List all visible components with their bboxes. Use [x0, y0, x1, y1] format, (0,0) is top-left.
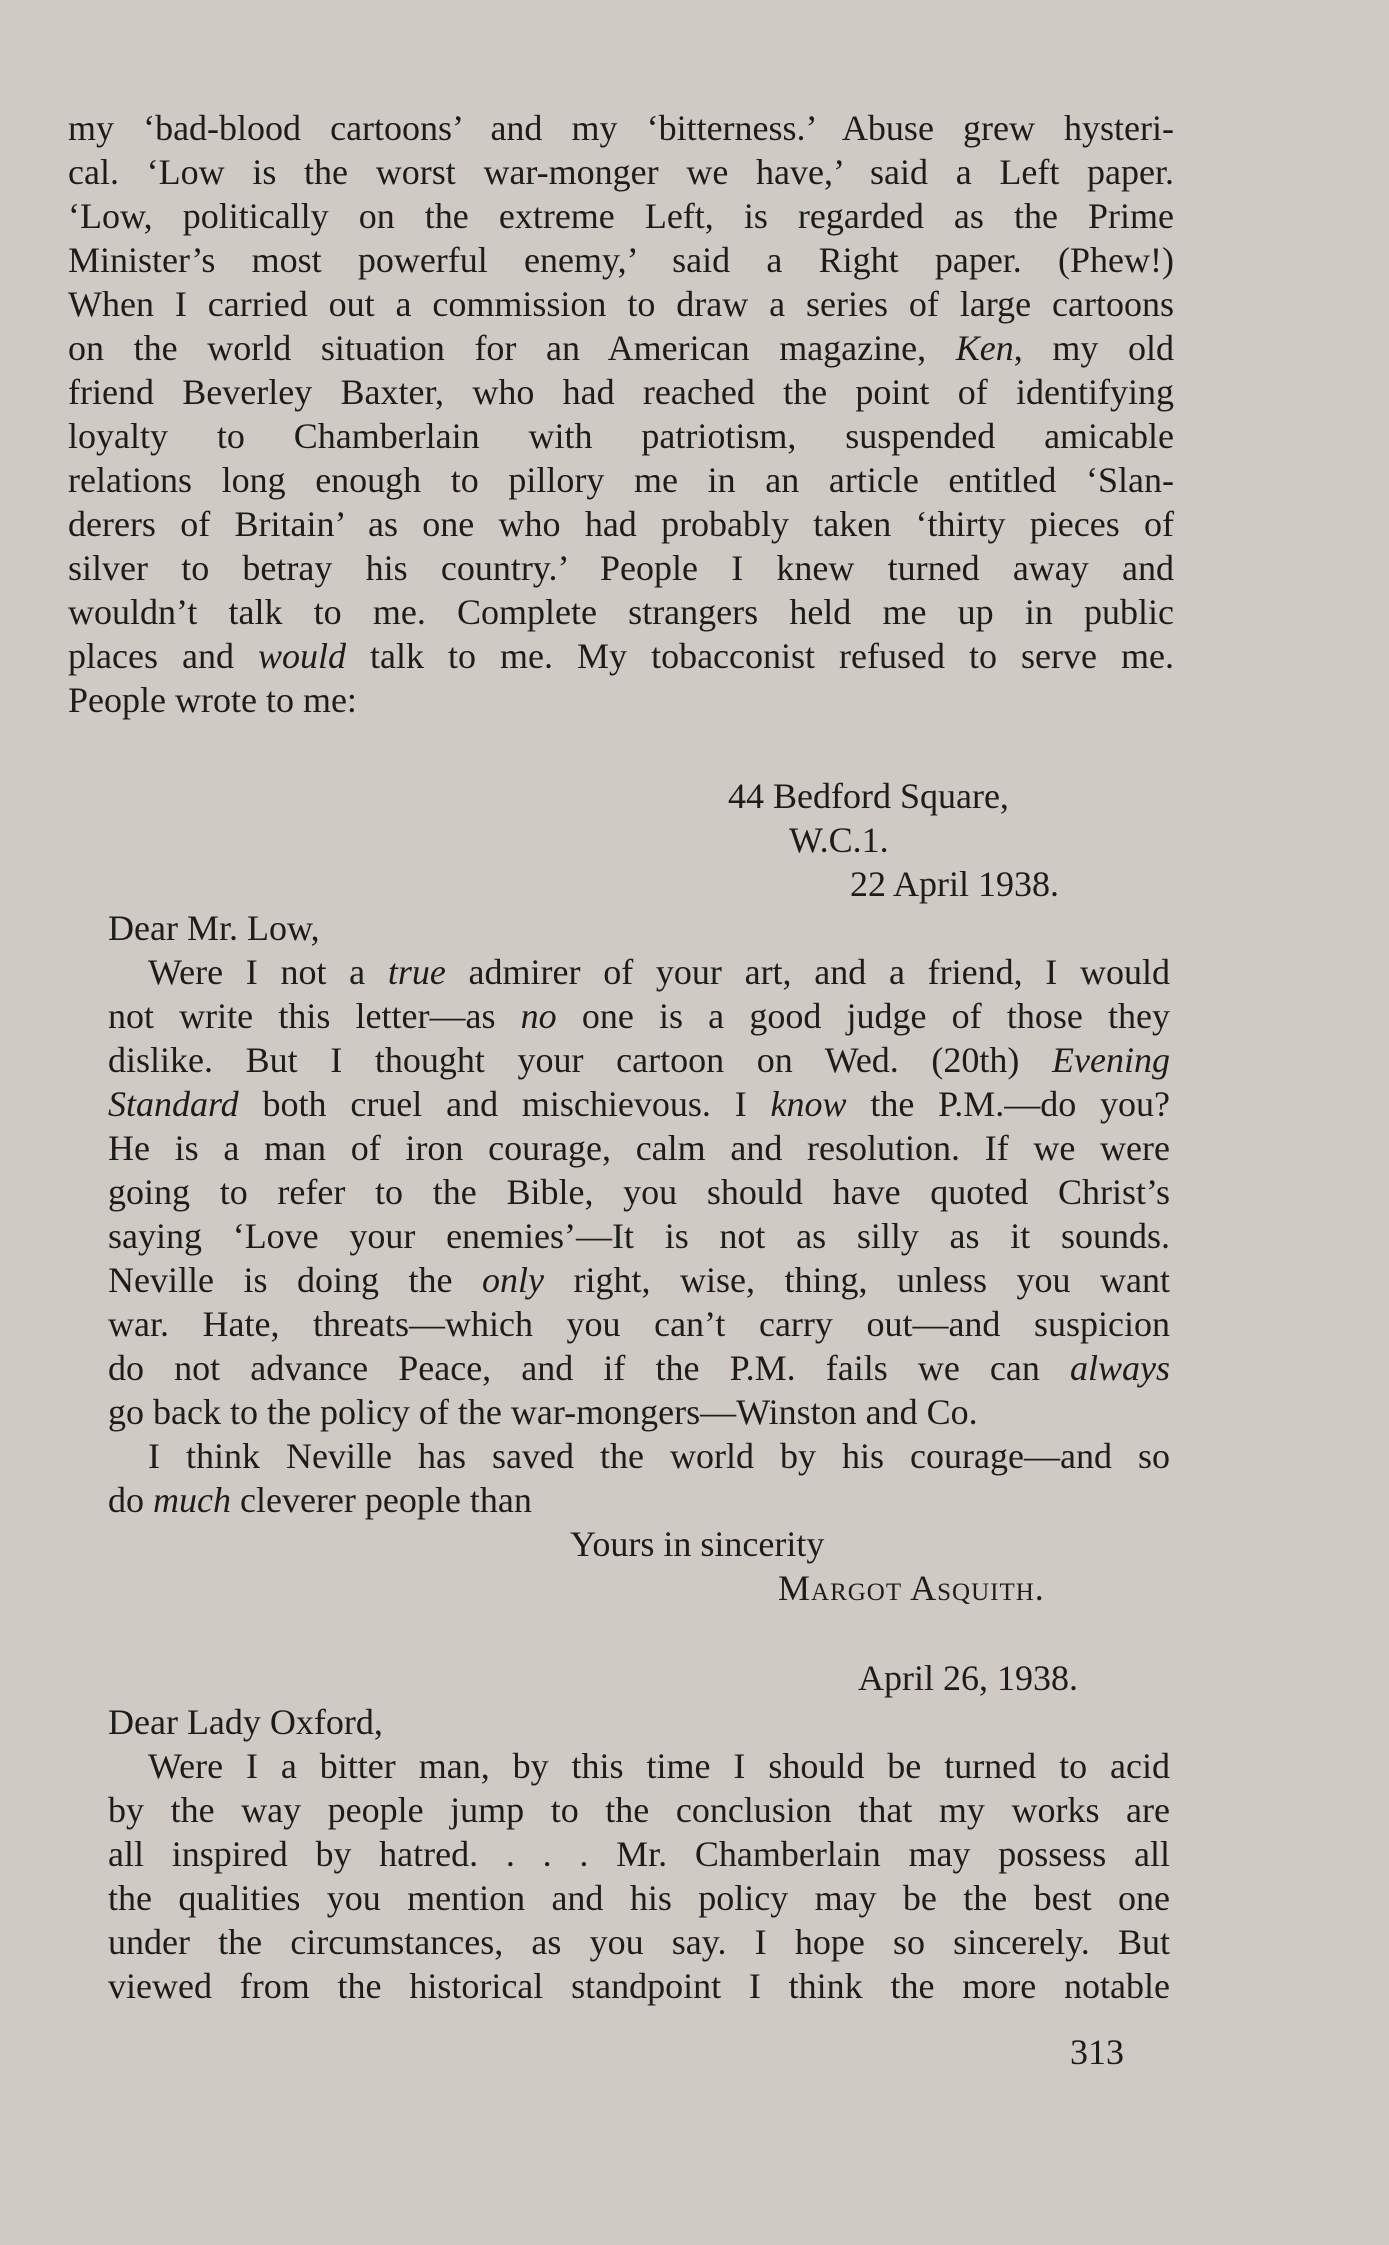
narrative-line: places and would talk to me. My tobacconist refused to serve me. — [68, 636, 1174, 676]
narrative-line: relations long enough to pillory me in an article entitled ‘Slan- — [68, 460, 1174, 500]
letter1-line: going to refer to the Bible, you should have quoted Christ’s — [108, 1172, 1170, 1212]
letter1-line: war. Hate, threats—which you can’t carry out—and suspicion — [108, 1304, 1170, 1344]
narrative-line: wouldn’t talk to me. Complete strangers held me up in public — [68, 592, 1174, 632]
narrative-line: cal. ‘Low is the worst war-monger we have,’ said a Left paper. — [68, 152, 1174, 192]
letter2-line: the qualities you mention and his policy may be the best one — [108, 1878, 1170, 1918]
letter1-signature: Margot Asquith. — [778, 1568, 1045, 1608]
narrative-line: Minister’s most powerful enemy,’ said a Right paper. (Phew!) — [68, 240, 1174, 280]
letter1-line: Neville is doing the only right, wise, thing, unless you want — [108, 1260, 1170, 1300]
letter1-line: go back to the policy of the war-mongers—Winston and Co. — [108, 1392, 978, 1432]
letter2-line: under the circumstances, as you say. I hope so sincerely. But — [108, 1922, 1170, 1962]
letter1-line: do much cleverer people than — [108, 1480, 532, 1520]
letter1-line: I think Neville has saved the world by his courage—and so — [148, 1436, 1170, 1476]
narrative-line: loyalty to Chamberlain with patriotism, suspended amicable — [68, 416, 1174, 456]
letter1-line: dislike. But I thought your cartoon on Wed. (20th) Evening — [108, 1040, 1170, 1080]
narrative-line: silver to betray his country.’ People I knew turned away and — [68, 548, 1174, 588]
letter1-closing: Yours in sincerity — [570, 1524, 825, 1564]
narrative-line: on the world situation for an American magazine, Ken, my old — [68, 328, 1174, 368]
letter1-salutation: Dear Mr. Low, — [108, 908, 320, 948]
narrative-line: People wrote to me: — [68, 680, 357, 720]
narrative-line: friend Beverley Baxter, who had reached the point of identifying — [68, 372, 1174, 412]
letter1-line: Were I not a true admirer of your art, and a friend, I would — [148, 952, 1170, 992]
narrative-line: derers of Britain’ as one who had probably taken ‘thirty pieces of — [68, 504, 1174, 544]
letter2-line: viewed from the historical standpoint I think the more notable — [108, 1966, 1170, 2006]
letter2-line: Were I a bitter man, by this time I should be turned to acid — [148, 1746, 1170, 1786]
letter1-line: Standard both cruel and mischievous. I know the P.M.—do you? — [108, 1084, 1171, 1124]
letter1-line: saying ‘Love your enemies’—It is not as silly as it sounds. — [108, 1216, 1170, 1256]
page-number: 313 — [1070, 2032, 1124, 2072]
letter1-line: not write this letter—as no one is a good judge of those they — [108, 996, 1170, 1036]
letter1-line: do not advance Peace, and if the P.M. fails we can always — [108, 1348, 1170, 1388]
narrative-line: When I carried out a commission to draw a series of large cartoons — [68, 284, 1174, 324]
letter2-date: April 26, 1938. — [858, 1658, 1078, 1698]
letter1-address-line2: W.C.1. — [789, 820, 889, 860]
letter1-address-line1: 44 Bedford Square, — [728, 776, 1009, 816]
narrative-line: ‘Low, politically on the extreme Left, is regarded as the Prime — [68, 196, 1174, 236]
narrative-line: my ‘bad-blood cartoons’ and my ‘bitterness.’ Abuse grew hysteri- — [68, 108, 1174, 148]
letter1-line: He is a man of iron courage, calm and resolution. If we were — [108, 1128, 1170, 1168]
letter1-date: 22 April 1938. — [850, 864, 1060, 904]
letter2-line: all inspired by hatred. . . . Mr. Chamberlain may possess all — [108, 1834, 1170, 1874]
letter2-line: by the way people jump to the conclusion that my works are — [108, 1790, 1170, 1830]
letter2-salutation: Dear Lady Oxford, — [108, 1702, 383, 1742]
